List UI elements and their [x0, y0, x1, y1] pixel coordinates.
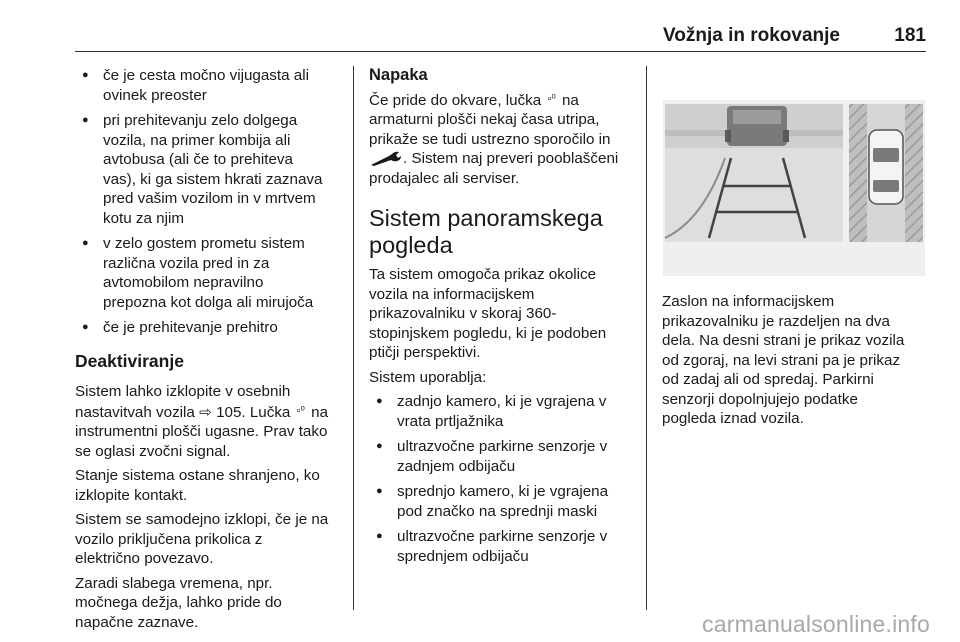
- list-item: ● pri prehitevanju zelo dolgega vozila, na primer kombija ali avtobusa (ali če to prehiteva vas), ki ga sistem hkrati zaznava pred vašim vozilom in v mrtvem kotu za njim: [75, 111, 345, 228]
- panoramic-view-graphic: [663, 100, 925, 276]
- middle-bullet-list: [369, 392, 641, 566]
- paragraph-trailer: Sistem se samodejno izklopi, če je na vozilo priključena prikolica z električno povezavo.: [75, 511, 329, 567]
- paragraph-state: Stanje sistema ostane shranjeno, ko izklopite kontakt.: [75, 467, 320, 504]
- paragraph-panorama-intro: Ta sistem omogoča prikaz okolice vozila na informacijskem prikazovalniku v skoraj 360- stopinjskem pogledu, ki je podoben ptičji perspektivi.: [369, 266, 607, 361]
- page-reference: 105. Lučka: [211, 403, 295, 421]
- middle-column: [369, 66, 641, 572]
- paragraph-deactivate: [75, 382, 345, 461]
- column-divider-right: [646, 66, 647, 610]
- blind-spot-lamp-icon: ▫⁰: [296, 404, 305, 417]
- paragraph-fault: [369, 90, 641, 189]
- paragraph-text: na armaturni plošči nekaj časa utripa, prikaže se tudi ustrezno sporočilo in: [369, 91, 611, 148]
- list-item: ● če je prehitevanje prehitro: [75, 318, 345, 338]
- left-bullet-list: [75, 66, 345, 338]
- section-heading-deaktiviranje: Deaktiviranje: [75, 350, 184, 371]
- page-number: 181: [894, 25, 926, 46]
- list-item: ● ultrazvočne parkirne senzorje v zadnjem odbijaču: [369, 437, 641, 476]
- paragraph-text: . Sistem naj preveri pooblaščeni prodajalec ali serviser.: [369, 150, 619, 187]
- list-item: ● sprednjo kamero, ki je vgrajena pod značko na sprednji maski: [369, 482, 641, 521]
- reference-arrow-icon: ⇨: [199, 403, 212, 421]
- figure-caption: Zaslon na informacijskem prikazovalniku je razdeljen na dva dela. Na desni strani je prikaz vozila od zgoraj, na levi strani pa je prikaz od zadaj ali od spredaj. Parkirni senzorji dopolnjujejo podatke pogleda iznad vozila.: [662, 293, 905, 427]
- panoramic-view-illustration: [663, 100, 925, 276]
- paragraph-text: na instrumentni plošči ugasne. Prav tako se oglasi zvočni signal.: [75, 403, 329, 460]
- paragraph-weather: Zaradi slabega vremena, npr. močnega dežja, lahko pride do napačne zaznave.: [75, 574, 282, 631]
- list-item: ● v zelo gostem prometu sistem različna vozila pred in za avtomobilom nepravilno prepozna kot dolga ali mirujoča: [75, 234, 345, 312]
- blind-spot-lamp-icon: ▫⁰: [547, 92, 556, 105]
- list-item: ● če je cesta močno vijugasta ali ovinek preoster: [75, 66, 345, 105]
- section-heading-napaka: Napaka: [369, 66, 428, 84]
- top-view-right: [849, 104, 923, 242]
- column-divider-left: [353, 66, 354, 610]
- list-item: ● ultrazvočne parkirne senzorje v sprednjem odbijaču: [369, 527, 641, 566]
- right-column: [662, 292, 930, 434]
- wrench-icon: [369, 150, 403, 166]
- camera-view-left: [665, 104, 843, 242]
- paragraph-uses: Sistem uporablja:: [369, 368, 487, 386]
- header-divider: [75, 51, 926, 52]
- list-item: ● zadnjo kamero, ki je vgrajena v vrata prtljažnika: [369, 392, 641, 431]
- page-header-title: Vožnja in rokovanje: [662, 25, 840, 46]
- watermark-text: carmanualsonline.info: [702, 611, 930, 637]
- section-heading-panorama: Sistem panoramskega pogleda: [369, 205, 603, 258]
- paragraph-text: Sistem lahko izklopite v osebnih nastavitvah vozila: [75, 383, 291, 421]
- paragraph-text: Če pride do okvare, lučka: [369, 91, 546, 109]
- left-column: [75, 66, 345, 637]
